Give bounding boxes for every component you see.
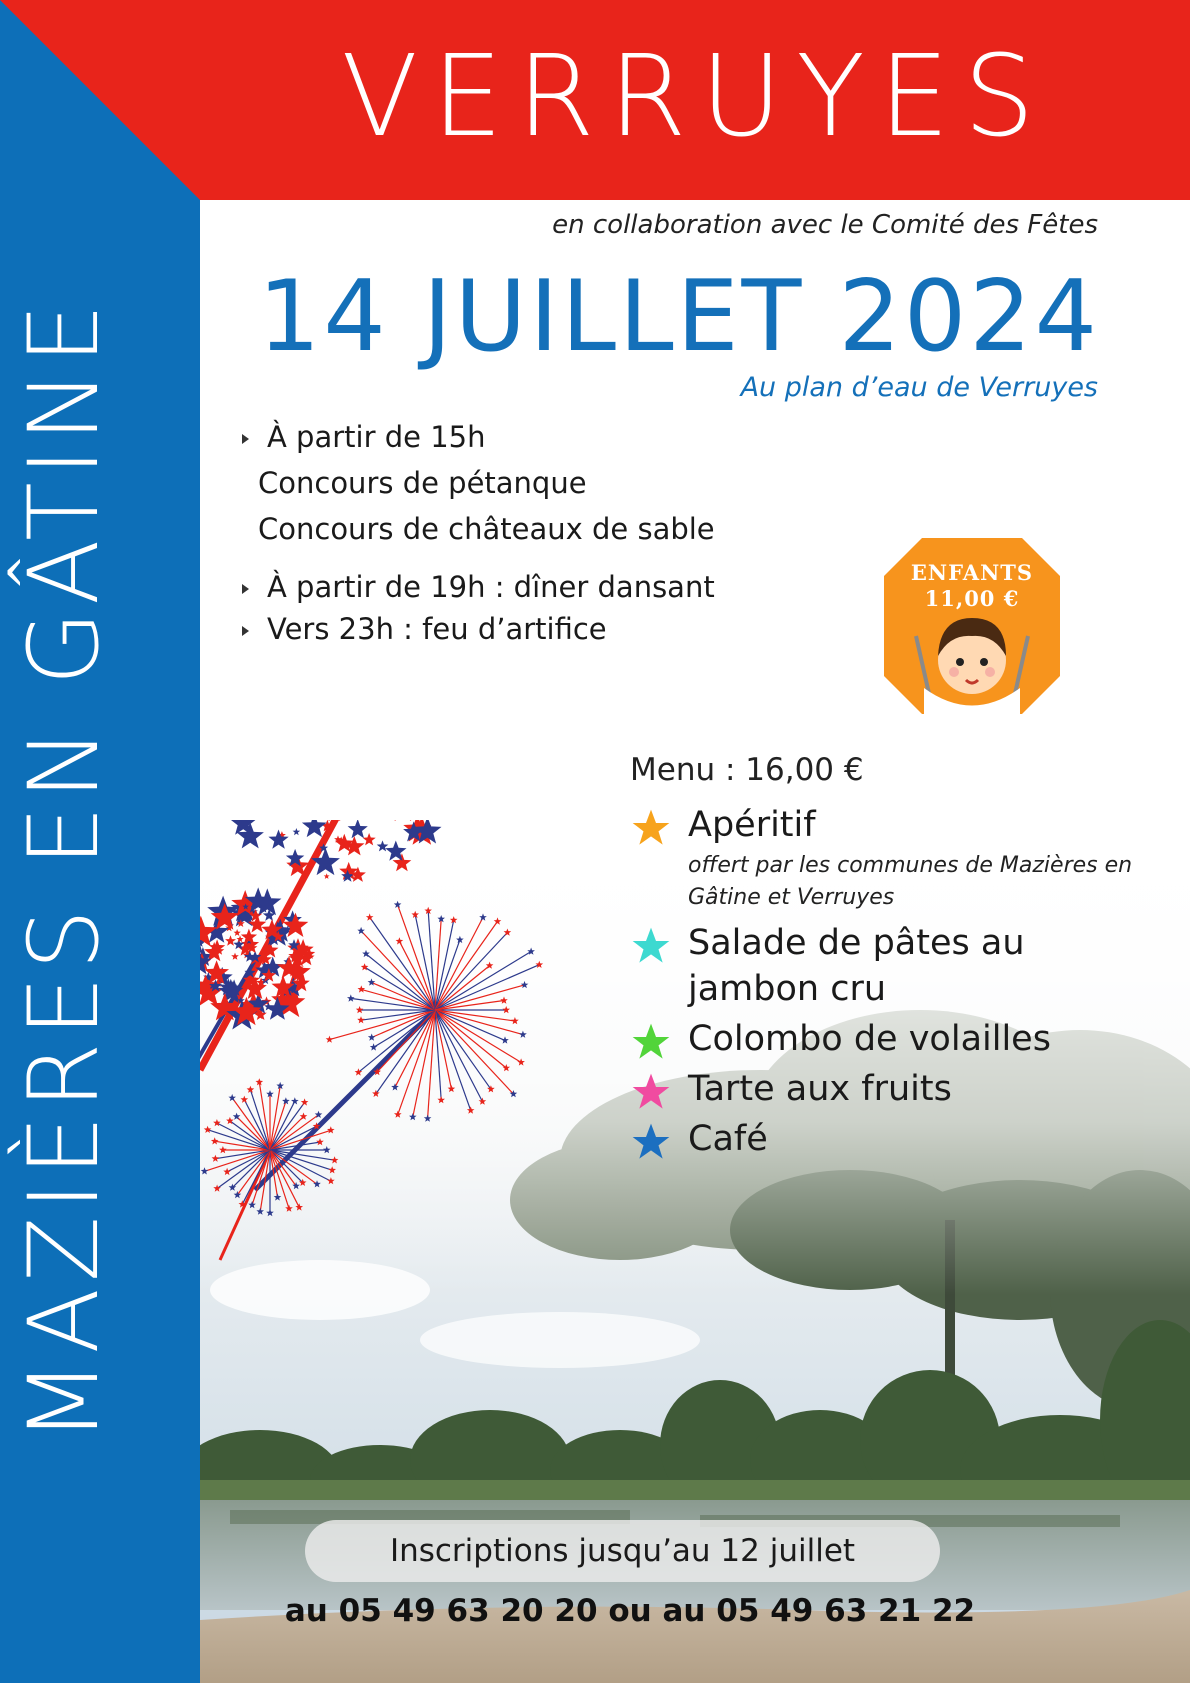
bullet-triangle-icon	[242, 434, 249, 444]
menu-item: Tarte aux fruits	[630, 1066, 1150, 1112]
event-place: Au plan d’eau de Verruyes	[740, 372, 1098, 403]
menu-item-note: offert par les communes de Mazières en Gâtine et Verruyes	[688, 853, 1133, 910]
corner-diagonal	[0, 0, 200, 200]
star-icon	[630, 926, 672, 966]
menu-title: Menu : 16,00 €	[630, 752, 864, 788]
program-item: Concours de pétanque	[258, 466, 587, 500]
phone-numbers: au 05 49 63 20 20 ou au 05 49 63 21 22	[284, 1593, 976, 1629]
kids-price-badge	[884, 538, 1060, 714]
star-icon	[630, 1122, 672, 1162]
town-title: VERRUYES	[341, 32, 1049, 162]
side-title-container	[8, 240, 120, 1500]
star-icon	[630, 808, 672, 848]
star-icon	[630, 1022, 672, 1062]
menu-item: Colombo de volailles	[630, 1016, 1150, 1062]
star-icon	[630, 1072, 672, 1112]
program-item: À partir de 15h	[242, 420, 485, 454]
program-item: Vers 23h : feu d’artifice	[242, 612, 607, 646]
collaboration-line: en collaboration avec le Comité des Fêtes	[552, 210, 1098, 240]
menu-item: Apéritif	[630, 802, 1150, 848]
event-date: 14 JUILLET 2024	[258, 260, 1100, 374]
menu-item: Café	[630, 1116, 1150, 1162]
program-item: À partir de 19h : dîner dansant	[242, 570, 715, 604]
menu-item: Salade de pâtes au jambon cru	[630, 920, 1150, 1012]
signup-deadline: Inscriptions jusqu’au 12 juillet	[305, 1520, 940, 1582]
bullet-triangle-icon	[242, 626, 249, 636]
kids-price-label: ENFANTS 11,00 €	[910, 560, 1034, 611]
program-item: Concours de châteaux de sable	[258, 512, 715, 546]
menu	[630, 752, 1150, 1166]
side-town-title: MAZIÈRES EN GÂTINE	[8, 297, 120, 1443]
bullet-triangle-icon	[242, 584, 249, 594]
